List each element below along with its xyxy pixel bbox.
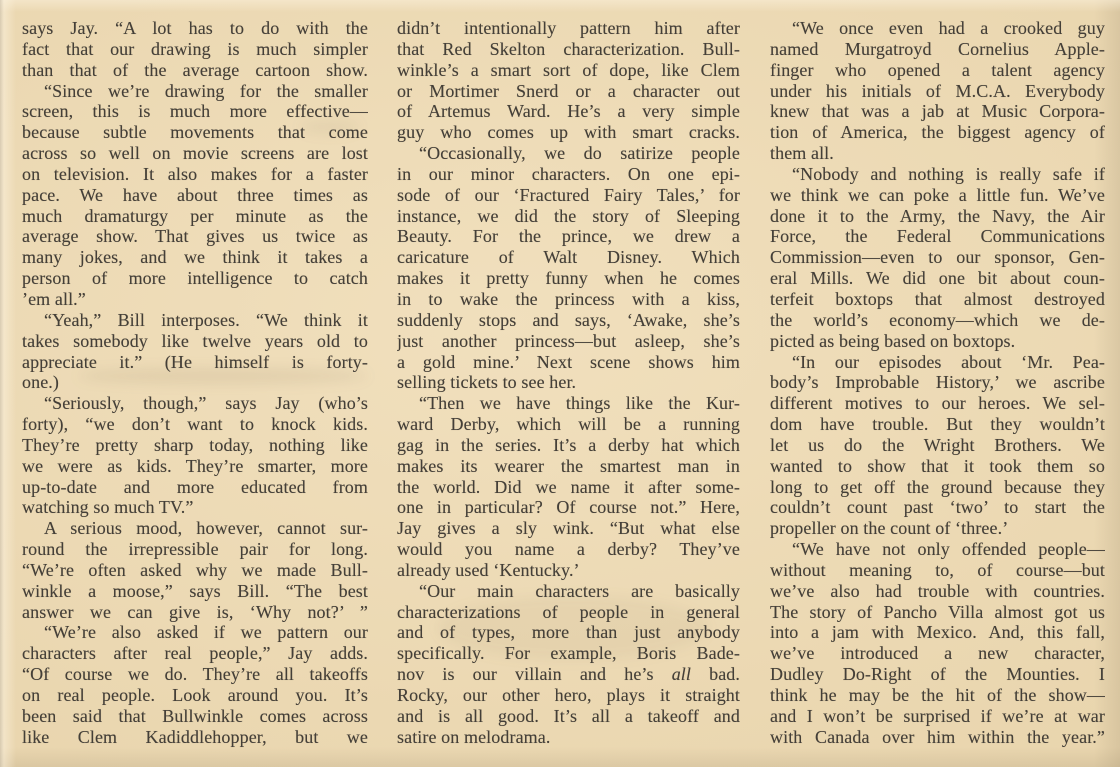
text-line: “In our episodes about ‘Mr. Pea- <box>792 351 1105 372</box>
text-line: dom have trouble. But they wouldn’t <box>770 414 1105 435</box>
text-line: knew that was a jab at Music Corpora- <box>770 101 1105 122</box>
text-line: “We’re often asked why we made Bull- <box>22 559 368 580</box>
text-line: makes it pretty funny when he comes <box>397 268 740 289</box>
text-line: terfeit boxtops that almost destroyed <box>770 288 1105 309</box>
text-line: or Mortimer Snerd or a character out <box>397 80 740 101</box>
text-line: watching so much TV.” <box>22 497 194 518</box>
text-line: “Of course we do. They’re all takeoffs <box>22 664 368 685</box>
text-line: Jay gives a sly wink. “But what else <box>397 518 740 539</box>
text-line: “We’re also asked if we pattern our <box>44 622 368 643</box>
text-line: across so well on movie screens are lost <box>22 143 368 164</box>
text-line: “Seriously, though,” says Jay (who’s <box>44 393 368 414</box>
text-line: let us do the Wright Brothers. We <box>770 434 1105 455</box>
text-line: one.) <box>22 372 59 393</box>
text-line: Beauty. For the prince, we drew a <box>397 226 740 247</box>
text-line: guy who comes up with smart cracks. <box>397 122 740 143</box>
text-line: that Red Skelton characterization. Bull- <box>397 38 740 59</box>
text-line: we think we can poke a little fun. We’ve <box>770 184 1105 205</box>
text-line: winkle’s a smart sort of dope, like Clem <box>397 59 740 80</box>
text-line: “We once even had a crooked guy <box>792 18 1105 38</box>
text-column-middle <box>397 18 740 748</box>
text-line: couldn’t count past ‘two’ to start the <box>770 497 1105 518</box>
text-line: body’s Improbable History,’ we ascribe <box>770 372 1105 393</box>
text-line: says Jay. “A lot has to do with the <box>22 18 368 38</box>
text-line: we’ve also had trouble with countries. <box>770 580 1105 601</box>
text-line: because subtle movements that come <box>22 122 368 143</box>
text-line: picted as being based on boxtops. <box>770 330 1016 351</box>
text-line: with Canada over him within the year.” <box>770 726 1105 747</box>
text-line: in our minor characters. On one epi- <box>397 163 740 184</box>
text-line: under his initials of M.C.A. Everybody <box>770 80 1105 101</box>
text-line: satire on melodrama. <box>397 726 551 747</box>
text-line: winkle a moose,” says Bill. “The best <box>22 580 368 601</box>
text-line: pace. We have about three times as <box>22 184 368 205</box>
text-line: A serious mood, however, cannot sur- <box>44 518 368 539</box>
text-line: them all. <box>770 143 834 164</box>
text-line: we were as kids. They’re smarter, more <box>22 455 368 476</box>
text-line: round the irrepressible pair for long. <box>22 539 368 560</box>
text-line: without meaning to, of course—but <box>770 559 1105 580</box>
text-line: a gold mine.’ Next scene shows him <box>397 351 740 372</box>
text-line: Dudley Do-Right of the Mounties. I <box>770 664 1105 685</box>
text-line: Force, the Federal Communications <box>770 226 1105 247</box>
text-line: think he may be the hit of the show— <box>770 685 1105 705</box>
text-line: into a jam with Mexico. And, this fall, <box>770 622 1105 643</box>
text-line: They’re pretty sharp today, nothing like <box>22 434 368 455</box>
text-line: the world. Did we name it after some- <box>397 476 740 497</box>
text-line: the world’s economy—which we de- <box>770 309 1105 330</box>
text-line: than that of the average cartoon show. <box>22 59 368 80</box>
text-line: one in particular? Of course not.” Here, <box>397 497 740 518</box>
text-line: answer we can give is, ‘Why not?’ ” <box>22 601 368 622</box>
text-line: selling tickets to see her. <box>397 372 577 393</box>
text-line: we’ve introduced a new character, <box>770 643 1105 664</box>
text-line: on television. It also makes for a faster <box>22 163 368 184</box>
text-line: “Then we have things like the Kur- <box>419 393 740 414</box>
text-line: would you name a derby? They’ve <box>397 539 740 560</box>
text-line: forty), “we don’t want to knock kids. <box>22 414 368 435</box>
text-line: Commission—even to our sponsor, Gen- <box>770 247 1105 268</box>
italic-text: all <box>671 664 692 685</box>
text-line: “Since we’re drawing for the smaller <box>44 80 368 101</box>
text-line: fact that our drawing is much simpler <box>22 38 368 59</box>
text-line: screen, this is much more effective— <box>22 101 368 122</box>
text-line: and of types, more than just anybody <box>397 622 740 643</box>
text-line: of Artemus Ward. He’s a very simple <box>397 101 740 122</box>
text-line: takes somebody like twelve years old to <box>22 330 368 351</box>
text-line: didn’t intentionally pattern him after <box>397 18 740 38</box>
text-line: named Murgatroyd Cornelius Apple- <box>770 38 1105 59</box>
text-line: eral Mills. We did one bit about coun- <box>770 268 1105 289</box>
text-line: already used ‘Kentucky.’ <box>397 559 580 580</box>
text-line: up-to-date and more educated from <box>22 476 368 497</box>
text-line: like Clem Kadiddlehopper, but we <box>22 726 368 747</box>
text-line: ward Derby, which will be a running <box>397 414 740 435</box>
text-column-left <box>22 18 368 748</box>
text-line: “Nobody and nothing is really safe if <box>792 163 1105 184</box>
text-line: person of more intelligence to catch <box>22 268 368 289</box>
text-line: on real people. Look around you. It’s <box>22 685 368 705</box>
text-line: propeller on the count of ‘three.’ <box>770 518 1009 539</box>
text-line: finger who opened a talent agency <box>770 59 1105 80</box>
text-line: characters after real people,” Jay adds. <box>22 643 368 664</box>
text-line: many jokes, and we think it takes a <box>22 247 368 268</box>
text-line: appreciate it.” (He himself is forty- <box>22 351 368 372</box>
text-line: suddenly stops and says, ‘Awake, she’s <box>397 309 740 330</box>
text-line: “Our main characters are basically <box>419 580 740 601</box>
text-line: done it to the Army, the Navy, the Air <box>770 205 1105 226</box>
text-line: specifically. For example, Boris Bade- <box>397 643 740 664</box>
text-line: different motives to our heroes. We sel- <box>770 393 1105 414</box>
text-line: gag in the series. It’s a derby hat which <box>397 434 740 455</box>
text-line: makes its wearer the smartest man in <box>397 455 740 476</box>
text-line: Rocky, our other hero, plays it straight <box>397 685 740 705</box>
text-line: and is all good. It’s all a takeoff and <box>397 705 740 726</box>
text-line: characterizations of people in general <box>397 601 740 622</box>
text-line: average show. That gives us twice as <box>22 226 368 247</box>
text-line: The story of Pancho Villa almost got us <box>770 601 1105 622</box>
text-line: “Yeah,” Bill interposes. “We think it <box>44 309 368 330</box>
text-line: sode of our ‘Fractured Fairy Tales,’ for <box>397 184 740 205</box>
text-line: caricature of Walt Disney. Which <box>397 247 740 268</box>
text-line: and I won’t be surprised if we’re at war <box>770 705 1105 726</box>
text-line: just another princess—but asleep, she’s <box>397 330 740 351</box>
text-line: much dramaturgy per minute as the <box>22 205 368 226</box>
text-line: nov is our villain and he’s all bad. <box>397 664 740 685</box>
text-line: been said that Bullwinkle comes across <box>22 705 368 726</box>
text-line: wanted to show that it took them so <box>770 455 1105 476</box>
text-line: “Occasionally, we do satirize people <box>419 143 740 164</box>
text-column-right <box>770 18 1105 748</box>
text-line: long to get off the ground because they <box>770 476 1105 497</box>
text-line: tion of America, the biggest agency of <box>770 122 1105 143</box>
text-line: ’em all.” <box>22 288 86 309</box>
text-line: in to wake the princess with a kiss, <box>397 288 740 309</box>
text-line: instance, we did the story of Sleeping <box>397 205 740 226</box>
text-line: “We have not only offended people— <box>792 539 1105 560</box>
